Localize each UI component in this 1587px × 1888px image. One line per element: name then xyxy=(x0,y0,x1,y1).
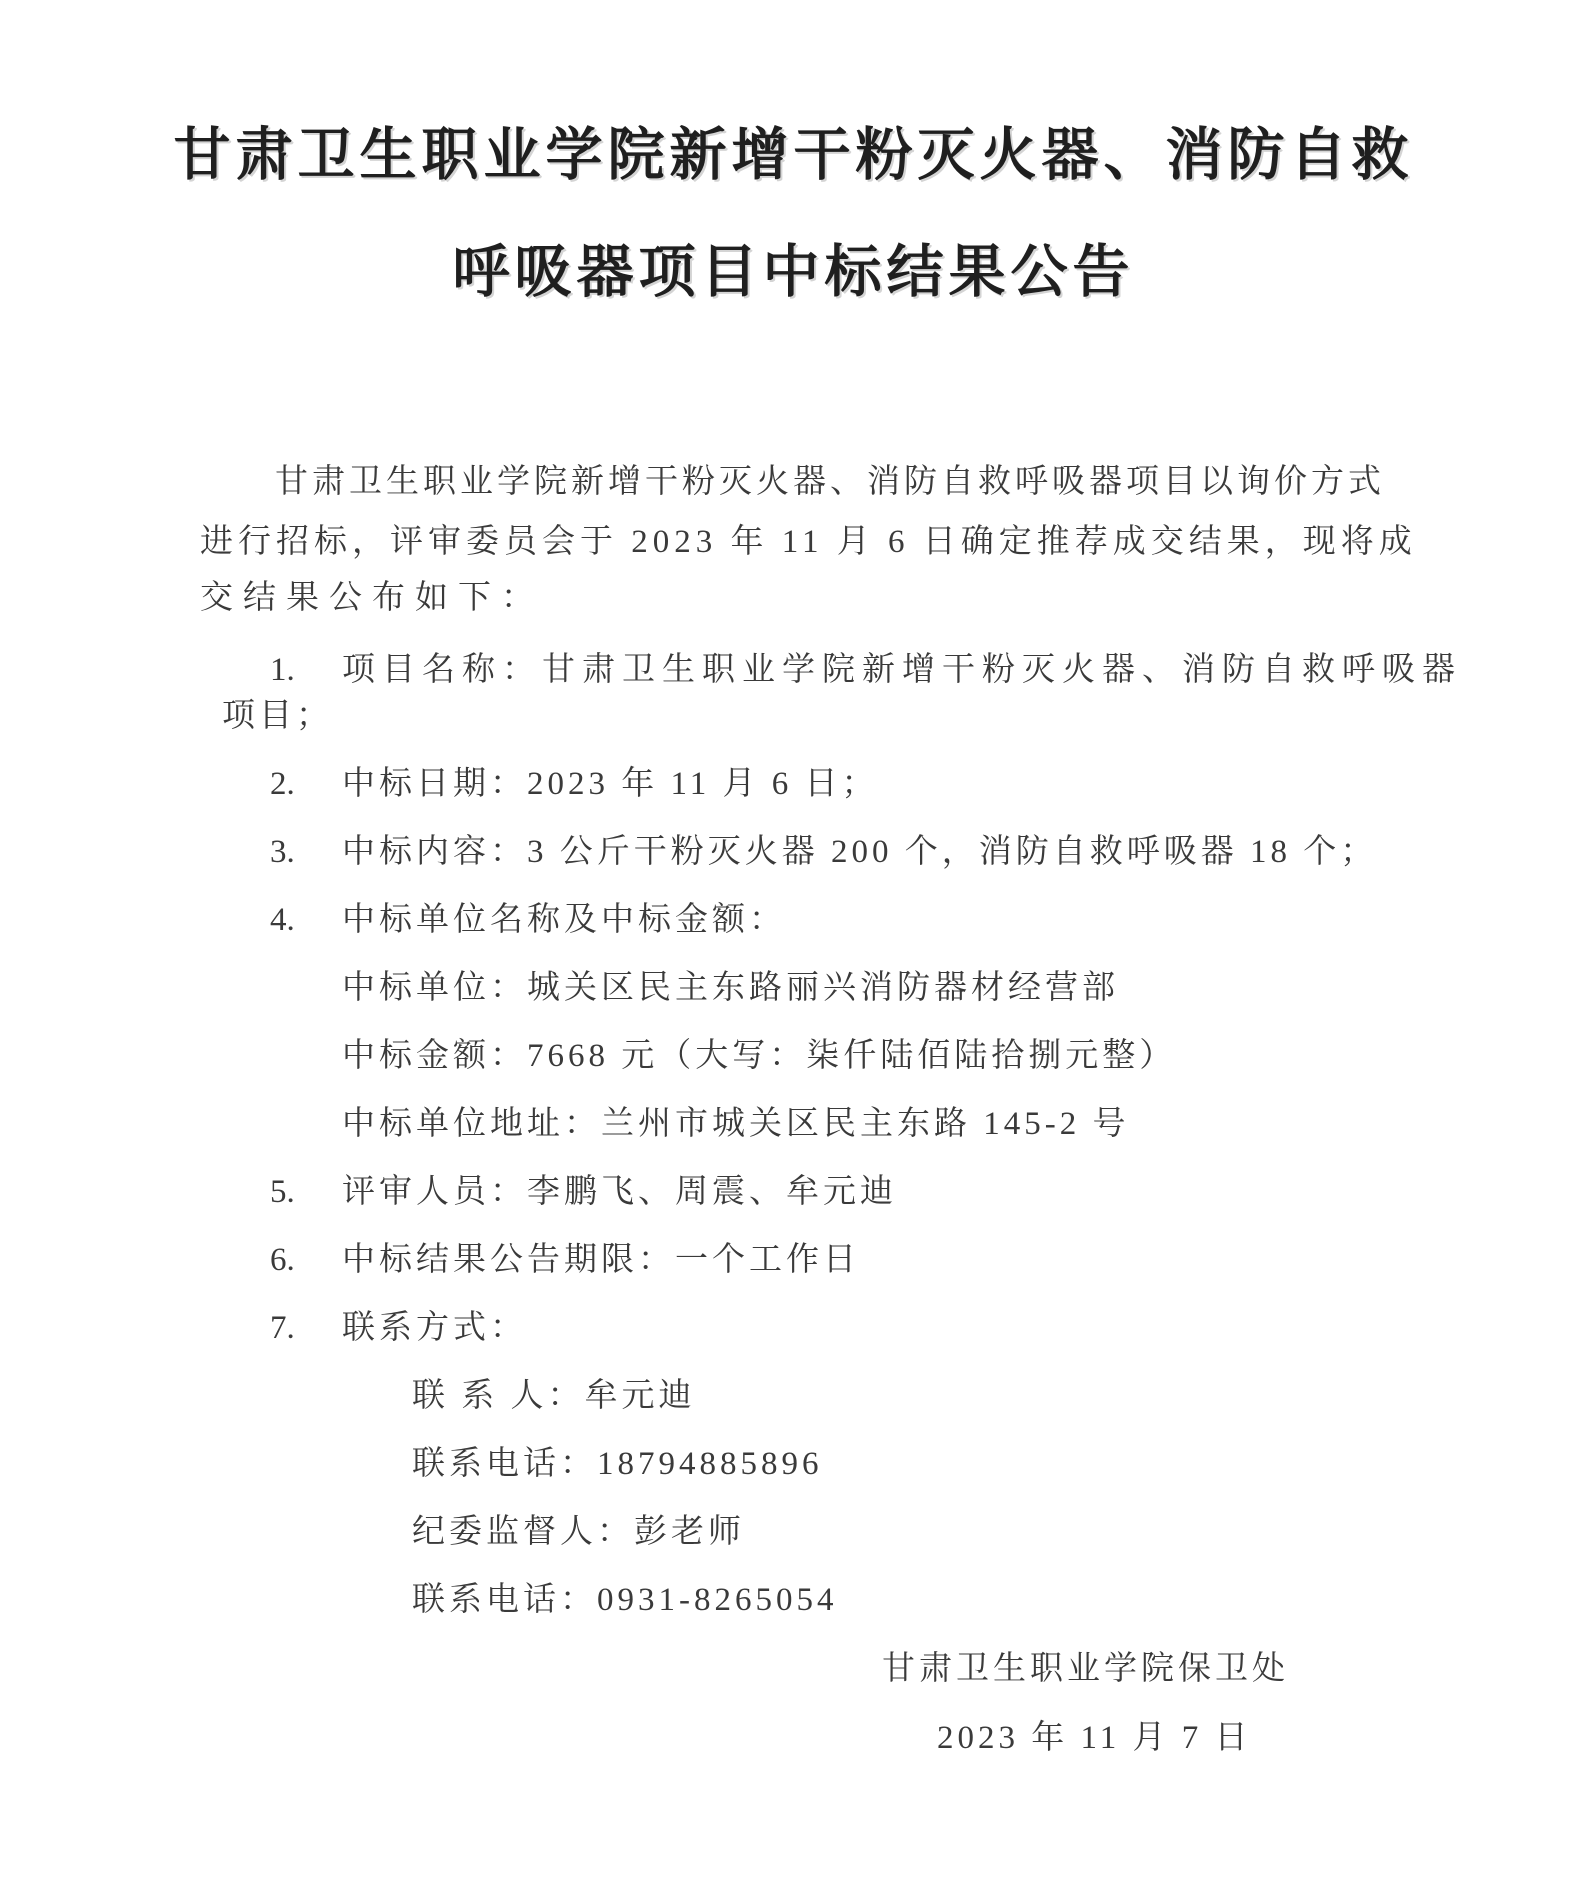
signature-department: 甘肃卫生职业学院保卫处 xyxy=(882,1651,1289,1687)
list-item-4-text: 中标单位名称及中标金额： xyxy=(342,902,786,938)
list-item-1-number: 1. xyxy=(270,652,295,688)
list-item-5 xyxy=(270,1168,897,1216)
list-item-7 xyxy=(270,1304,527,1352)
list-item-2-number: 2. xyxy=(270,766,295,802)
signature-date: 2023 年 11 月 7 日 xyxy=(937,1720,1252,1756)
list-item-1-wrap: 项目； xyxy=(222,698,333,734)
list-item-2-text: 中标日期：2023 年 11 月 6 日； xyxy=(342,766,879,802)
list-item-1-text: 项目名称：甘肃卫生职业学院新增干粉灭火器、消防自救呼吸器 xyxy=(342,652,1462,688)
intro-line-3: 交结果公布如下： xyxy=(200,580,544,616)
document-title-line2: 呼吸器项目中标结果公告 xyxy=(452,241,1135,304)
list-item-4-number: 4. xyxy=(270,902,295,938)
list-item-5-number: 5. xyxy=(270,1174,295,1210)
list-item-1 xyxy=(270,646,1462,694)
list-item-5-text: 评审人员：李鹏飞、周震、牟元迪 xyxy=(342,1174,897,1210)
document-title-line1: 甘肃卫生职业学院新增干粉灭火器、消防自救 xyxy=(173,124,1414,187)
list-item-6 xyxy=(270,1236,860,1284)
intro-line-2: 进行招标，评审委员会于 2023 年 11 月 6 日确定推荐成交结果，现将成 xyxy=(200,524,1417,560)
contact-supervisor-phone: 联系电话：0931-8265054 xyxy=(412,1582,838,1618)
list-item-2 xyxy=(270,760,879,808)
winner-address: 中标单位地址：兰州市城关区民主东路 145-2 号 xyxy=(342,1106,1130,1142)
list-item-7-number: 7. xyxy=(270,1310,295,1346)
list-item-7-text: 联系方式： xyxy=(342,1310,527,1346)
contact-supervisor: 纪委监督人：彭老师 xyxy=(412,1514,745,1550)
winner-amount: 中标金额：7668 元（大写：柒仟陆佰陆拾捌元整） xyxy=(342,1038,1177,1074)
list-item-3 xyxy=(270,828,1377,876)
list-item-3-text: 中标内容：3 公斤干粉灭火器 200 个，消防自救呼吸器 18 个； xyxy=(342,834,1378,870)
list-item-6-text: 中标结果公告期限：一个工作日 xyxy=(342,1242,860,1278)
winner-company: 中标单位：城关区民主东路丽兴消防器材经营部 xyxy=(342,970,1119,1006)
list-item-3-number: 3. xyxy=(270,834,295,870)
list-item-4 xyxy=(270,896,786,944)
contact-phone: 联系电话：18794885896 xyxy=(412,1446,823,1482)
intro-line-1: 甘肃卫生职业学院新增干粉灭火器、消防自救呼吸器项目以询价方式 xyxy=(275,464,1385,500)
contact-person: 联 系 人：牟元迪 xyxy=(412,1378,696,1414)
list-item-6-number: 6. xyxy=(270,1242,295,1278)
